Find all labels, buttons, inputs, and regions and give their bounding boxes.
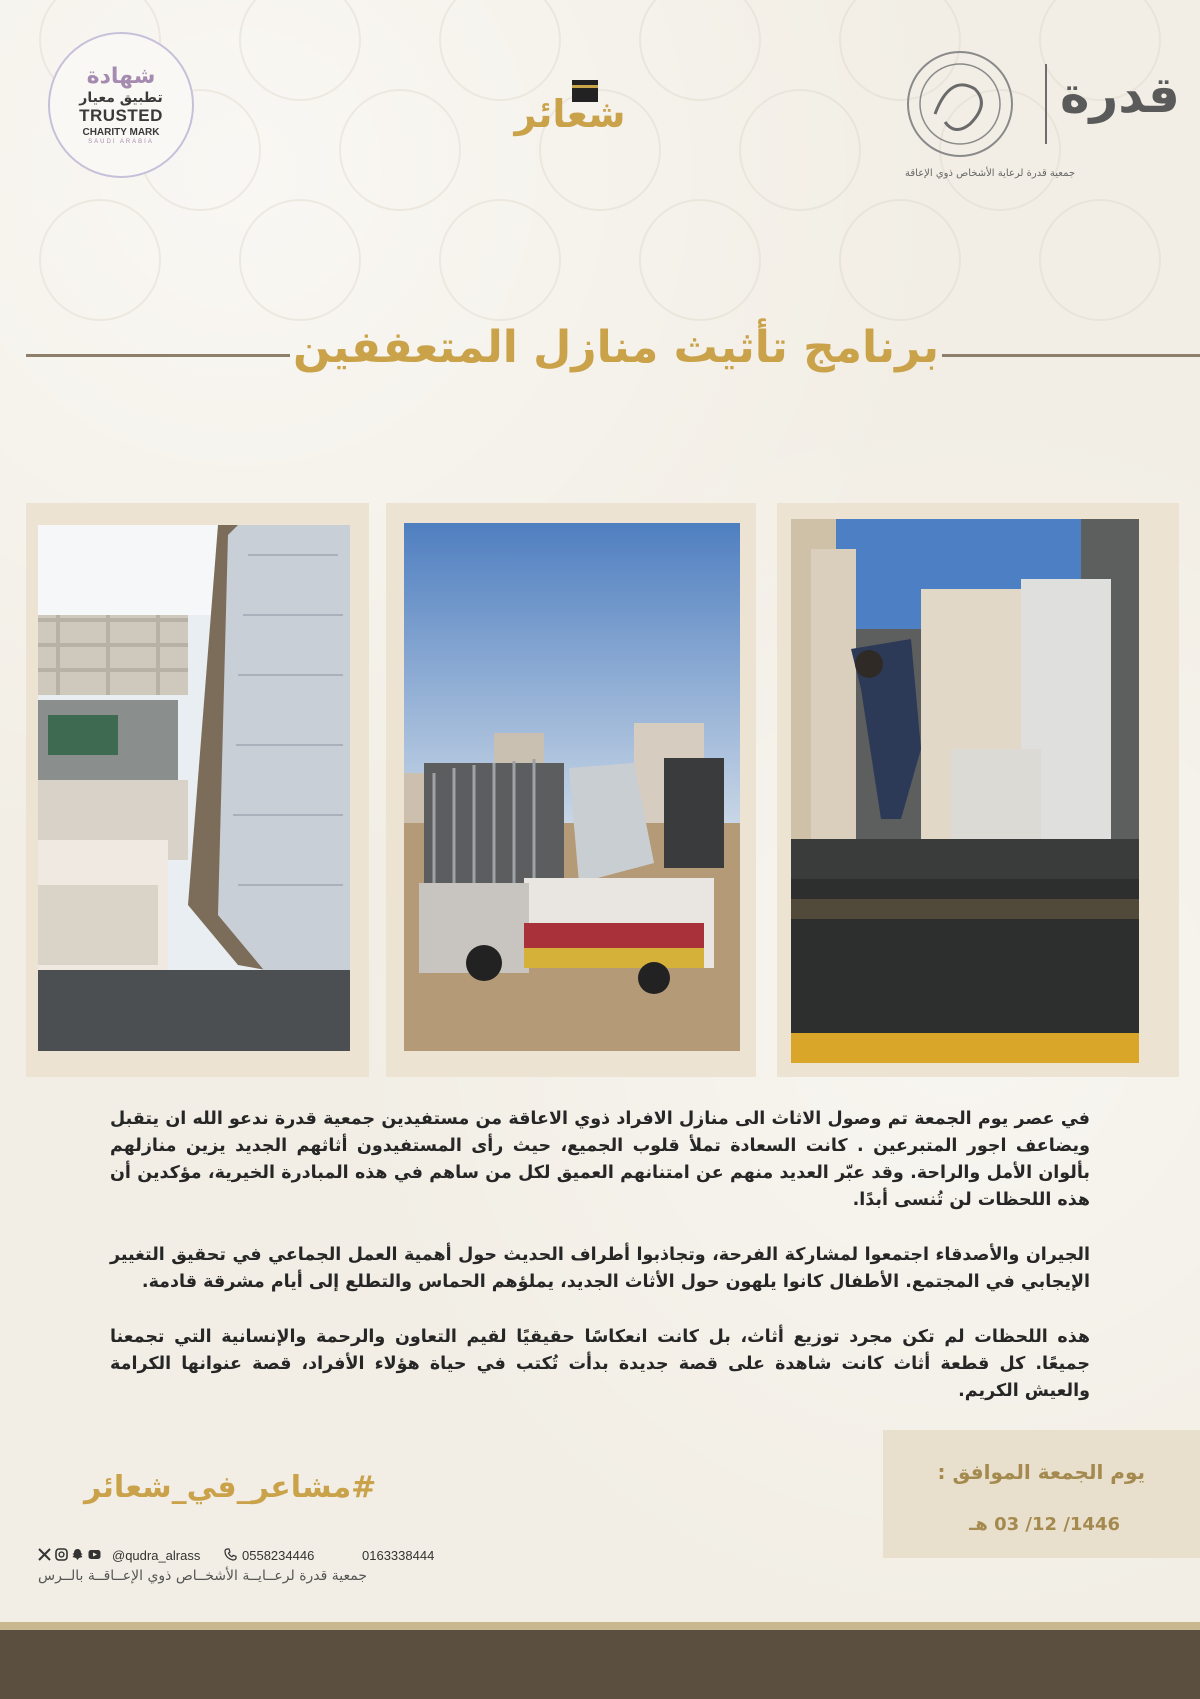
paragraph-2: الجيران والأصدقاء اجتمعوا لمشاركة الفرحة، وتجاذبوا أطراف الحديث حول أهمية العمل الجماعي في تحقيق التغيير الإيجابي في المجتمع. الأطفال كانوا يلهون حول الأثاث الجديد، يملؤهم الحماس والتطلع إلى أيام مشرقة قادمة. xyxy=(110,1245,1090,1292)
badge-english-title: TRUSTED xyxy=(79,106,163,126)
phone-number-1[interactable]: 0558234446 xyxy=(242,1548,315,1563)
photo-worker-loading xyxy=(791,519,1139,1063)
contact-row xyxy=(38,1544,458,1568)
social-handle[interactable]: @qudra_alrass xyxy=(112,1548,201,1563)
badge-english-subtitle: CHARITY MARK xyxy=(82,127,160,139)
page-title: برنامج تأثيث منازل المتعففين xyxy=(293,322,939,373)
badge-country: SAUDI ARABIA xyxy=(88,139,154,146)
phone-icon xyxy=(224,1548,237,1561)
photo-loaded-truck xyxy=(404,523,740,1051)
title-divider-left xyxy=(26,354,290,357)
date-label: يوم الجمعة الموافق : xyxy=(937,1460,1145,1484)
qudra-emblem-icon xyxy=(900,44,1020,164)
badge-arabic-title: شهادة xyxy=(86,63,156,89)
paragraph-3: هذه اللحظات لم تكن مجرد توزيع أثاث، بل كانت انعكاسًا حقيقيًا لقيم التعاون والرحمة والإنسانية التي تجمعنا جميعًا. كل قطعة أثاث كانت شاهدة على قصة جديدة بدأت تُكتب في حياة هؤلاء الأفراد، قصة عنوانها الكرامة والعيش الكريم. xyxy=(110,1327,1090,1401)
badge-arabic-subtitle: تطبيق معيار xyxy=(79,90,163,107)
x-icon[interactable] xyxy=(38,1548,51,1561)
instagram-icon[interactable] xyxy=(55,1548,68,1561)
photo-frame-middle xyxy=(386,503,756,1077)
title-divider-right xyxy=(942,354,1200,357)
shaair-logo xyxy=(490,74,650,144)
trusted-charity-badge xyxy=(48,32,194,178)
title-row xyxy=(26,318,1200,390)
snapchat-icon[interactable] xyxy=(71,1548,84,1561)
footer-band xyxy=(0,1630,1200,1699)
phone-number-2[interactable]: 0163338444 xyxy=(362,1548,435,1563)
youtube-icon[interactable] xyxy=(88,1548,101,1561)
photo-mattress-truck xyxy=(38,525,350,1051)
footer-accent-band xyxy=(0,1622,1200,1630)
photo-frame-right xyxy=(777,503,1179,1077)
hashtag: #مشاعر_في_شعائر xyxy=(84,1470,377,1505)
date-value: 1446/ 12/ 03 هـ xyxy=(969,1514,1120,1535)
paragraph-1: في عصر يوم الجمعة تم وصول الاثاث الى منازل الافراد ذوي الاعاقة من مستفيدين جمعية قدرة ندعو الله ان يتقبل ويضاعف اجور المتبرعين . كانت السعادة تملأ قلوب الجميع، حيث رأى المستفيدون أثاثهم الجديد يزين منازلهم بألوان الأمل والراحة. وقد عبّر العديد منهم عن امتنانهم العميق لكل من ساهم في هذه المبادرة الخيرية، مؤكدين أن هذه اللحظات لن تُنسى أبدًا. xyxy=(110,1109,1090,1210)
qudra-logo xyxy=(900,44,1180,179)
qudra-logo-word: قدرة xyxy=(1060,66,1180,124)
qudra-logo-ring-text: جمعية قدرة لرعاية الأشخاص ذوي الإعاقة xyxy=(905,168,1076,179)
photo-frame-left xyxy=(26,503,369,1077)
article-body xyxy=(110,1106,1090,1433)
qudra-divider xyxy=(1045,64,1047,144)
shaair-logo-word: شعائر xyxy=(514,92,626,136)
date-box xyxy=(883,1430,1200,1558)
organization-name: جمعية قدرة لرعــايــة الأشخــاص ذوي الإعــاقــة بالــرس xyxy=(38,1568,368,1584)
